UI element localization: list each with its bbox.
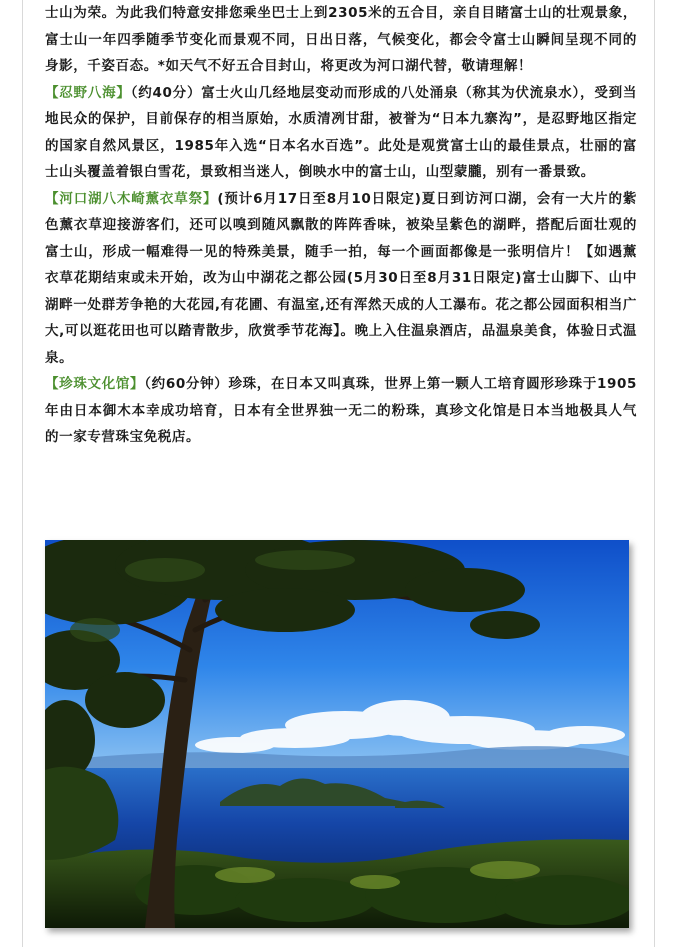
intro-paragraph — [45, 0, 637, 80]
lake-scene-illustration — [45, 540, 629, 928]
section-text-lavender-festival: (预计6月17日至8月10日限定)夏日到访河口湖，会有一大片的紫色薰衣草迎接游客们，还可以嗅到随风飘散的阵阵香味，被染呈紫色的湖畔，搭配后面壮观的富士山，形成一幅难得一见的特殊美景，随手一拍，每一个画面都像是一张明信片！【如遇薰衣草花期结束或未开始，改为山中湖花之都公园(5月30日至8月31日限定)富士山脚下、山中湖畔一处群芳争艳的大花园,有花圃、有温室,还有浑然天成的人工瀑布。花之都公园面积相当广大,可以逛花田也可以踏青散步，欣赏季节花海】。晚上入住温泉酒店，品温泉美食，体验日式温泉。 — [45, 190, 637, 366]
section-tag-lavender-festival: 【河口湖八木崎薰衣草祭】 — [45, 190, 218, 207]
lake-landscape-photo — [45, 540, 629, 928]
section-tag-pearl-museum: 【珍珠文化馆】 — [45, 376, 145, 392]
intro-text: 士山为荣。为此我们特意安排您乘坐巴士上到2305米的五合目，亲自目睹富士山的壮观景象，富士山一年四季随季节变化而景观不同，日出日落，气候变化，都会令富士山瞬间呈现不同的身影，千姿百态。*如天气不好五合目封山，将更改为河口湖代替，敬请理解！ — [45, 5, 637, 74]
section-oshino-hakkai — [45, 80, 637, 186]
article-body — [45, 0, 637, 451]
section-lavender-festival — [45, 186, 637, 372]
section-pearl-museum — [45, 371, 637, 451]
section-text-oshino-hakkai: （约40分）富士火山几经地层变动而形成的八处涌泉（称其为伏流泉水），受到当地民众的保护，目前保存的相当原始，水质清冽甘甜，被誉为“日本九寨沟”，是忍野地区指定的国家自然风景区，1985年入选“日本名水百选”。此处是观赏富士山的最佳景点，壮丽的富士山头覆盖着银白雪花，景致相当迷人，倒映水中的富士山，山型蒙朧，别有一番景致。 — [45, 84, 637, 180]
section-tag-oshino-hakkai: 【忍野八海】 — [45, 84, 131, 101]
section-text-pearl-museum: （约60分钟）珍珠，在日本又叫真珠，世界上第一颗人工培育圆形珍珠于1905年由日本御木本幸成功培育，日本有全世界独一无二的粉珠，真珍文化馆是日本当地极具人气的一家专营珠宝免税店。 — [45, 376, 638, 445]
